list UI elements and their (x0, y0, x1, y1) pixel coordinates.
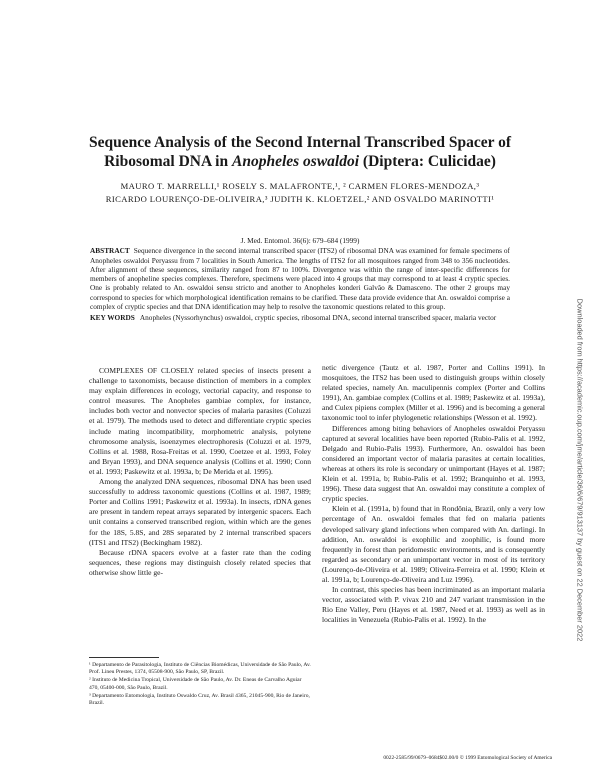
footnote: ³ Departamento Entomologia, Instituto Oswaldo Cruz, Av. Brasil 4365, 21045-900, Rio de Janeiro, Brazil. (89, 692, 310, 707)
body-paragraph: In contrast, this species has been incriminated as an important malaria vector, associated with P. vivax 210 and 247 variant transmission in the Rio Ene Valley, Peru (Hayes et al. 1987, Need et al. 1993) as well as in localities in Venezuela (Rubio-Palis et al. 1992). In the (322, 585, 545, 625)
body-paragraph: Klein et al. (1991a, b) found that in Rondônia, Brazil, only a very low percentage of An. oswaldoi females that fed on malaria patients developed salivary gland infections when compared with An. darlingi. In addition, An. oswaldoi is exophilic and zoophilic, is found more frequently in forest than peridomestic environments, and is consequently regarded as secondary or an unimportant vector in most of its territory (Lourenço-de-Oliveira et al. 1989; Oliveira-Ferreira et al. 1990; Klein et al. 1991a, b; Lourenço-de-Oliveira and Luz 1996). (322, 504, 545, 584)
body-paragraph: COMPLEXES OF CLOSELY related species of insects present a challenge to taxonomists, because distinction of members in a complex may explain differences in ecology, vectorial capacity, and response to control measures. The Anopheles gambiae complex, for instance, includes both vector and nonvector species of malaria parasites (Coluzzi et al. 1979). The methods used to detect and differentiate cryptic species include mating incompatibility, morphometric analysis, polytene chromosome analysis, isoenzymes electrophoresis (Coluzzi et al. 1979, Collins et al. 1988, Rosa-Freitas et al. 1990, Coetzee et al. 1993, Foley and Bryan 1993), and DNA sequence analysis (Collins et al. 1990; Conn et al. 1993; Paskewitz et al. 1993a, b; De Merida et al. 1995). (89, 366, 311, 476)
footnote: ¹ Departamento de Parasitologia, Instituto de Ciências Biomédicas, Universidade de São Paulo, Av. Prof. Lineu Prestes, 1374, 05508-900, São Paulo, SP, Brazil. (89, 662, 311, 676)
body-paragraph: netic divergence (Tautz et al. 1987, Porter and Collins 1991). In mosquitoes, the ITS2 has been used to distinguish groups within closely related species, namely An. maculipennis complex (Porter and Collins 1991), An. gambiae complex (Collins et al. 1989; Paskewitz et al. 1993a), and Culex pipiens complex (Miller et al. 1996) and is becoming a general taxonomic tool to infer phylogenetic relationships (Wesson et al. 1992). (322, 363, 545, 423)
title-species: Anopheles oswaldoi (231, 153, 360, 170)
author-list (40, 180, 560, 206)
abstract-label: ABSTRACT (90, 246, 130, 256)
title-line-2-post: (Diptera: Culicidae) (359, 153, 496, 170)
authors-line-2: RICARDO LOURENÇO-DE-OLIVEIRA,³ JUDITH K. KLOETZEL,² AND OSVALDO MARINOTTI¹ (105, 194, 495, 204)
body-paragraph: Differences among biting behaviors of Anopheles oswaldoi Peryassu captured at several localities have been reported (Rubio-Palis et al. 1992, Delgado and Rubio-Palis 1993). Furthermore, An. oswaldoi has been considered an important vector of malaria parasites at certain localities, whereas at others its role is secondary or unimportant (Hayes et al. 1987; Klein et al. 1991a, b; Rubio-Palis et al. 1992; Branquinho et al. 1993, 1996). These data suggest that An. oswaldoi may constitute a complex of cryptic species. (322, 423, 545, 504)
footnotes (89, 662, 311, 708)
body-paragraph: Among the analyzed DNA sequences, ribosomal DNA has been used successfully to address taxonomic questions (Collins et al. 1987, 1989; Porter and Collins 1991; Paskewitz et al. 1993a). In insects, rDNA genes are present in tandem repeat arrays separated by intergenic spacers. Each unit contains a conserved transcribed region, within which are the genes for the 18S, 5.8S, and 28S separated by 2 internal transcribed spacers (ITS1 and ITS2) (Beckingham 1982). (89, 477, 311, 547)
keywords-text: Anopheles (Nyssorhynchus) oswaldoi, cryptic species, ribosomal DNA, second internal transcribed spacer, malaria vector (139, 313, 497, 322)
copyright-footer: 0022-2585/99/0679–0684$02.00/0 © 1999 Entomological Society of America (383, 755, 552, 761)
keywords (90, 313, 510, 322)
title-line-1: Sequence Analysis of the Second Internal Transcribed Spacer of (89, 134, 511, 151)
abstract-text: Sequence divergence in the second internal transcribed spacer (ITS2) of ribosomal DNA was examined for female specimens of Anopheles oswaldoi Peryassu from 7 localities in South America. The lengths of ITS2 for all mosquitoes ranged from 348 to 356 nucleotides. After alignment of these sequences, similarity ranged from 87 to 100%. Divergence was within the range of inter-specific differences for members of anopheline species complexes. Therefore, specimens were placed into 4 groups that may correspond to at least 4 cryptic species. One is probably related to An. oswaldoi sensu stricto and another to Anopheles konderi Galvão & Damasceno. The other 2 groups may correspond to species for which morphological identification remains to be clarified. These data provide evidence that An. oswaldoi comprise a complex of cryptic species and that DNA identification may help to resolve the taxonomic questions related to this group. (90, 246, 510, 312)
abstract (90, 236, 510, 311)
title-line-2 (40, 152, 560, 171)
journal-citation: J. Med. Entomol. 36(6): 679–684 (1999) (240, 236, 360, 245)
right-column (322, 363, 545, 625)
paper-title (40, 133, 560, 171)
keywords-label: KEY WORDS (90, 313, 135, 322)
download-watermark (575, 230, 585, 710)
download-note[interactable]: Downloaded from https://academic.oup.com/jme/article/36/6/679/913137 by guest on 22 December 2022 (575, 298, 585, 642)
body-paragraph: Because rDNA spacers evolve at a faster rate than the coding sequences, these regions may distinguish closely related species that otherwise show little ge- (89, 547, 311, 577)
left-column (89, 366, 311, 578)
footnote-divider (89, 657, 159, 658)
title-line-2-pre: Ribosomal DNA in (104, 153, 232, 170)
footnote: ² Instituto de Medicina Tropical, Universidade de São Paulo, Av. Dr. Eneas de Carvalho Aguiar 470, 05400-000, São Paulo, Brazil. (89, 677, 302, 691)
authors-line-1: MAURO T. MARRELLI,¹ ROSELY S. MALAFRONTE,¹, ² CARMEN FLORES-MENDOZA,³ (120, 181, 480, 191)
